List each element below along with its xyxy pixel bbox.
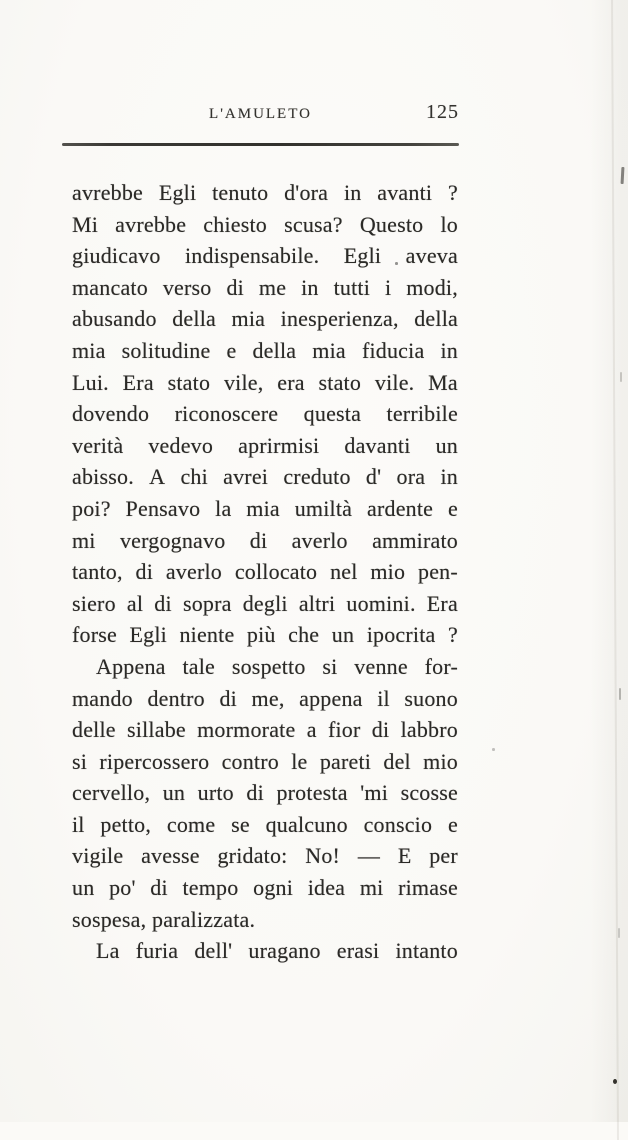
word: mia [72,337,106,363]
scan-artifact [618,928,620,938]
text-line [72,493,458,525]
word: sospetto [231,653,306,679]
word: po' [109,875,136,901]
word: labbro [400,717,458,743]
word: Egli [129,622,167,648]
text-line [72,525,458,557]
word: A [149,464,166,490]
word: si [322,653,338,679]
word: lo [440,211,458,237]
word: uomini. [346,590,416,616]
word: venne [354,653,408,679]
word: qualcuno [265,811,348,837]
text-line [72,809,458,841]
word: d' [365,464,382,490]
word: degli [242,590,288,616]
word: del [383,748,411,774]
word: che [288,622,320,648]
word: i [384,274,392,300]
running-title: L'AMULETO [209,106,312,122]
word: si [72,748,88,774]
scan-artifact [613,1079,617,1084]
word: appena [299,685,363,711]
word: Ma [428,369,458,395]
word: e [447,811,458,837]
word: uragano [248,938,321,964]
word: altri [298,590,336,616]
word: tanto, [72,559,123,585]
word: a [306,717,317,743]
word: stato [167,369,211,395]
word: idea [307,875,346,901]
word: mancato [72,274,148,300]
word: per [429,843,458,869]
word: le [291,748,308,774]
word: e [226,337,237,363]
word: tempo [182,875,239,901]
scan-artifact [619,688,621,700]
word: aveva [405,243,458,269]
word: avesse [141,843,200,869]
word: d'ora [284,180,329,205]
word: Egli [158,180,197,205]
word: in [343,180,362,205]
text-line [72,872,458,904]
word: aprirmisi [238,432,320,458]
word: No! [305,843,341,869]
header-rule [62,143,459,146]
word: vedevo [148,432,214,458]
scan-artifact [395,262,398,265]
word: delle [72,717,116,743]
word: della [414,306,458,332]
word: scusa? [284,211,343,237]
word: erasi [336,938,380,964]
page-header [62,100,459,134]
word: stato [318,369,362,395]
word: petto, [100,811,152,837]
word: ipocrita [366,622,436,648]
word: averlo [291,527,348,553]
word: di [246,780,264,806]
word: di [226,274,244,300]
text-line [72,840,458,872]
word: ora [396,464,426,490]
word: sillabe [127,717,186,743]
text-line [72,651,458,683]
word: ogni [253,875,294,901]
word: avanti [377,180,433,205]
text-line [72,683,458,715]
word: ripercossero [99,748,210,774]
word: intanto [395,938,458,964]
scan-artifact [492,748,495,751]
word: un [331,622,355,648]
text-line [72,303,458,335]
text-line [72,588,458,620]
word: ? [448,180,458,205]
text-line [72,272,458,304]
word: Egli [343,243,382,269]
word: la [215,495,232,521]
word: Era [426,590,458,616]
word: furia [135,938,179,964]
text-line [72,461,458,493]
word: protesta [276,780,348,806]
word: di [249,527,268,553]
word: mia [246,495,280,521]
word: come [166,811,216,837]
word: fior [327,717,361,743]
word: collocato [234,559,318,585]
word: — [357,843,381,869]
text-line [72,335,458,367]
page-edge-scan-line [611,0,619,1140]
word: ardente [367,495,434,521]
word: modi, [406,274,458,300]
text-line [72,777,458,809]
word: ? [447,622,458,648]
text-line [72,398,458,430]
word: sopra [182,590,232,616]
word: avrebbe [115,211,187,237]
word: conscio [363,811,433,837]
word: for- [424,653,458,679]
word: contro [221,748,279,774]
word: terribile [386,401,458,427]
word: Appena [96,653,166,679]
word: un [72,875,95,901]
word: il [72,811,85,837]
word: mio [370,559,406,585]
word: niente [179,622,235,648]
word: vigile [72,843,124,869]
word: Mi [72,211,99,237]
word: Questo [359,211,424,237]
word: siero [72,590,116,616]
word: in [440,464,458,490]
word: tutti [333,274,371,300]
word: solitudine [121,337,211,363]
word: averlo [165,559,223,585]
word: scosse [400,780,458,806]
word: di [150,875,168,901]
word: mio [423,748,458,774]
word: me [258,274,287,300]
word: dentro [147,685,205,711]
word: vile. [374,369,415,395]
word: in [301,274,319,300]
word: verso [162,274,212,300]
word: forse [72,622,117,648]
word: dovendo [72,401,150,427]
word: al [126,590,144,616]
word: abusando [72,306,157,332]
word: Era [122,369,154,395]
text-line [72,556,458,588]
scan-artifact [621,167,624,184]
word: avrebbe [72,180,144,205]
text-line [72,240,458,272]
word: La [96,938,120,964]
word: dell' [194,938,233,964]
word: giudicavo [72,243,161,269]
word: abisso. [72,464,134,490]
text-line [72,714,458,746]
word: e [448,495,458,521]
word: rimase [398,875,458,901]
text-line [72,209,458,241]
word: Lui. [72,369,109,395]
word: un [162,780,186,806]
word: avrei [223,464,269,490]
word: poi? [72,495,111,521]
word: vergognavo [119,527,226,553]
word: E [397,843,412,869]
word: chi [180,464,208,490]
word: di [154,590,172,616]
word: me, [251,685,285,711]
text-line [72,619,458,651]
word: mi [359,875,384,901]
word: di [219,685,237,711]
word: della [172,306,216,332]
scan-artifact [620,372,622,382]
word: tale [182,653,216,679]
word: nel [330,559,358,585]
word: questa [303,401,362,427]
word: gridato: [217,843,288,869]
word: vile, [223,369,264,395]
word: verità [72,432,124,458]
word: della [252,337,297,363]
word: mando [72,685,133,711]
page-number: 125 [426,101,459,123]
word: mormorate [197,717,296,743]
word: creduto [283,464,351,490]
text-line [72,935,458,967]
text-line [72,746,458,778]
word: più [246,622,276,648]
word: mia [231,306,266,332]
word: suono [404,685,458,711]
word: riconoscere [174,401,279,427]
word: 'mi [360,780,389,806]
word: tenuto [212,180,269,205]
word: se [231,811,250,837]
text-line [72,177,458,209]
text-line [72,367,458,399]
word: urto [197,780,234,806]
word: cervello, [72,780,151,806]
body-text [72,177,458,967]
word: chiesto [203,211,268,237]
word: in [440,337,458,363]
word: ammirato [372,527,458,553]
word: fiducia [361,337,425,363]
word: indispensabile. [184,243,320,269]
word: mi [72,527,96,553]
word: umiltà [294,495,353,521]
word: mia [312,337,346,363]
word: di [135,559,154,585]
word: pen- [418,559,458,585]
word: Pensavo [125,495,201,521]
text-line [72,430,458,462]
word: il [377,685,390,711]
word: un [435,432,458,458]
word: pareti [319,748,372,774]
word: era [277,369,305,395]
text-line: sospesa, paralizzata. [72,906,256,932]
word: di [371,717,390,743]
word: inesperienza, [280,306,399,332]
word: davanti [344,432,411,458]
